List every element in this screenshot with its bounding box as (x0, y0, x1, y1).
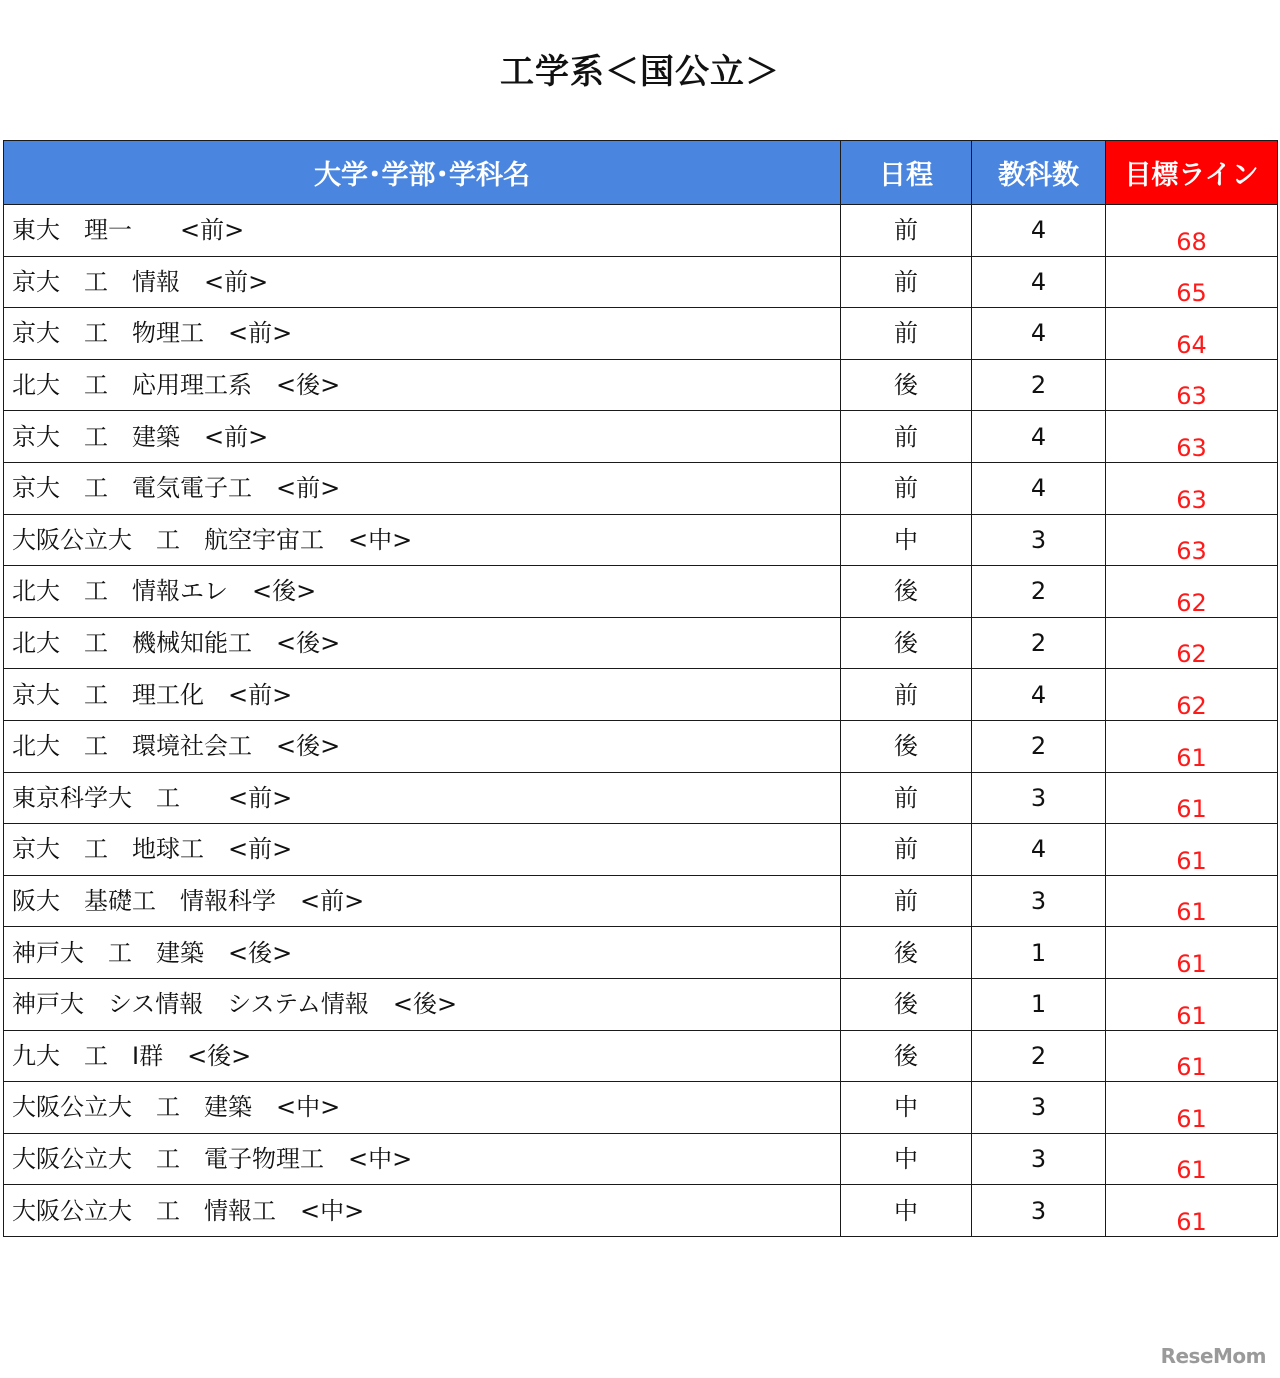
resemom-logo: ReseMom (1160, 1344, 1266, 1368)
university-name-cell: 京大 工 建築 <前> (4, 411, 841, 463)
subject-count-cell: 2 (972, 617, 1106, 669)
table-row (4, 514, 1278, 566)
table-row (4, 1082, 1278, 1134)
target-line-cell: 61 (1106, 1030, 1278, 1082)
schedule-cell: 前 (841, 462, 972, 514)
university-name-cell: 京大 工 地球工 <前> (4, 824, 841, 876)
subject-count-cell: 1 (972, 978, 1106, 1030)
table-row (4, 308, 1278, 360)
table-row (4, 566, 1278, 618)
university-name-cell: 北大 工 環境社会工 <後> (4, 720, 841, 772)
table-body (4, 205, 1278, 1237)
schedule-cell: 中 (841, 1185, 972, 1237)
header-schedule: 日程 (841, 141, 972, 205)
schedule-cell: 中 (841, 1082, 972, 1134)
target-line-cell: 61 (1106, 927, 1278, 979)
target-line-cell: 63 (1106, 462, 1278, 514)
target-line-cell: 62 (1106, 566, 1278, 618)
university-name-cell: 京大 工 物理工 <前> (4, 308, 841, 360)
table-row (4, 978, 1278, 1030)
subject-count-cell: 4 (972, 205, 1106, 257)
table-row (4, 411, 1278, 463)
header-subjects: 教科数 (972, 141, 1106, 205)
schedule-cell: 後 (841, 978, 972, 1030)
table-row (4, 720, 1278, 772)
university-name-cell: 大阪公立大 工 建築 <中> (4, 1082, 841, 1134)
table-row (4, 927, 1278, 979)
university-name-cell: 京大 工 電気電子工 <前> (4, 462, 841, 514)
table-row (4, 875, 1278, 927)
target-line-cell: 61 (1106, 875, 1278, 927)
target-line-cell: 61 (1106, 1133, 1278, 1185)
subject-count-cell: 2 (972, 720, 1106, 772)
schedule-cell: 中 (841, 514, 972, 566)
table-row (4, 1185, 1278, 1237)
subject-count-cell: 2 (972, 359, 1106, 411)
header-name: 大学･学部･学科名 (4, 141, 841, 205)
university-name-cell: 大阪公立大 工 情報工 <中> (4, 1185, 841, 1237)
subject-count-cell: 3 (972, 875, 1106, 927)
schedule-cell: 前 (841, 256, 972, 308)
target-line-cell: 61 (1106, 824, 1278, 876)
university-name-cell: 東大 理一 <前> (4, 205, 841, 257)
schedule-cell: 後 (841, 359, 972, 411)
university-name-cell: 阪大 基礎工 情報科学 <前> (4, 875, 841, 927)
subject-count-cell: 4 (972, 824, 1106, 876)
table-header (4, 141, 1278, 205)
subject-count-cell: 4 (972, 669, 1106, 721)
table-row (4, 669, 1278, 721)
schedule-cell: 前 (841, 824, 972, 876)
university-name-cell: 神戸大 シス情報 システム情報 <後> (4, 978, 841, 1030)
table-row (4, 772, 1278, 824)
target-line-cell: 63 (1106, 514, 1278, 566)
university-name-cell: 京大 工 理工化 <前> (4, 669, 841, 721)
university-name-cell: 北大 工 機械知能工 <後> (4, 617, 841, 669)
university-name-cell: 京大 工 情報 <前> (4, 256, 841, 308)
schedule-cell: 前 (841, 308, 972, 360)
table-row (4, 256, 1278, 308)
subject-count-cell: 2 (972, 566, 1106, 618)
subject-count-cell: 4 (972, 462, 1106, 514)
target-line-cell: 62 (1106, 617, 1278, 669)
subject-count-cell: 4 (972, 308, 1106, 360)
subject-count-cell: 3 (972, 514, 1106, 566)
schedule-cell: 前 (841, 772, 972, 824)
university-name-cell: 大阪公立大 工 電子物理工 <中> (4, 1133, 841, 1185)
target-line-cell: 61 (1106, 1082, 1278, 1134)
university-name-cell: 神戸大 工 建築 <後> (4, 927, 841, 979)
target-line-cell: 61 (1106, 772, 1278, 824)
schedule-cell: 前 (841, 411, 972, 463)
target-line-cell: 65 (1106, 256, 1278, 308)
schedule-cell: 後 (841, 1030, 972, 1082)
target-line-cell: 62 (1106, 669, 1278, 721)
target-line-cell: 68 (1106, 205, 1278, 257)
table-row (4, 1133, 1278, 1185)
header-target: 目標ライン (1106, 141, 1278, 205)
table-row (4, 1030, 1278, 1082)
target-line-cell: 63 (1106, 411, 1278, 463)
ranking-table (3, 140, 1278, 1237)
schedule-cell: 後 (841, 566, 972, 618)
university-name-cell: 大阪公立大 工 航空宇宙工 <中> (4, 514, 841, 566)
subject-count-cell: 3 (972, 772, 1106, 824)
target-line-cell: 64 (1106, 308, 1278, 360)
subject-count-cell: 3 (972, 1133, 1106, 1185)
target-line-cell: 61 (1106, 720, 1278, 772)
subject-count-cell: 2 (972, 1030, 1106, 1082)
table-row (4, 359, 1278, 411)
schedule-cell: 前 (841, 669, 972, 721)
subject-count-cell: 3 (972, 1185, 1106, 1237)
target-line-cell: 61 (1106, 1185, 1278, 1237)
table-row (4, 462, 1278, 514)
schedule-cell: 前 (841, 875, 972, 927)
university-name-cell: 東京科学大 工 <前> (4, 772, 841, 824)
schedule-cell: 後 (841, 720, 972, 772)
page-title: 工学系＜国公立＞ (500, 52, 780, 92)
university-name-cell: 北大 工 応用理工系 <後> (4, 359, 841, 411)
schedule-cell: 前 (841, 205, 972, 257)
schedule-cell: 後 (841, 927, 972, 979)
subject-count-cell: 4 (972, 411, 1106, 463)
header-row (4, 141, 1278, 205)
table-row (4, 824, 1278, 876)
subject-count-cell: 1 (972, 927, 1106, 979)
subject-count-cell: 3 (972, 1082, 1106, 1134)
schedule-cell: 後 (841, 617, 972, 669)
schedule-cell: 中 (841, 1133, 972, 1185)
table-row (4, 205, 1278, 257)
university-name-cell: 北大 工 情報エレ <後> (4, 566, 841, 618)
target-line-cell: 63 (1106, 359, 1278, 411)
university-name-cell: 九大 工 Ⅰ群 <後> (4, 1030, 841, 1082)
table-row (4, 617, 1278, 669)
target-line-cell: 61 (1106, 978, 1278, 1030)
subject-count-cell: 4 (972, 256, 1106, 308)
